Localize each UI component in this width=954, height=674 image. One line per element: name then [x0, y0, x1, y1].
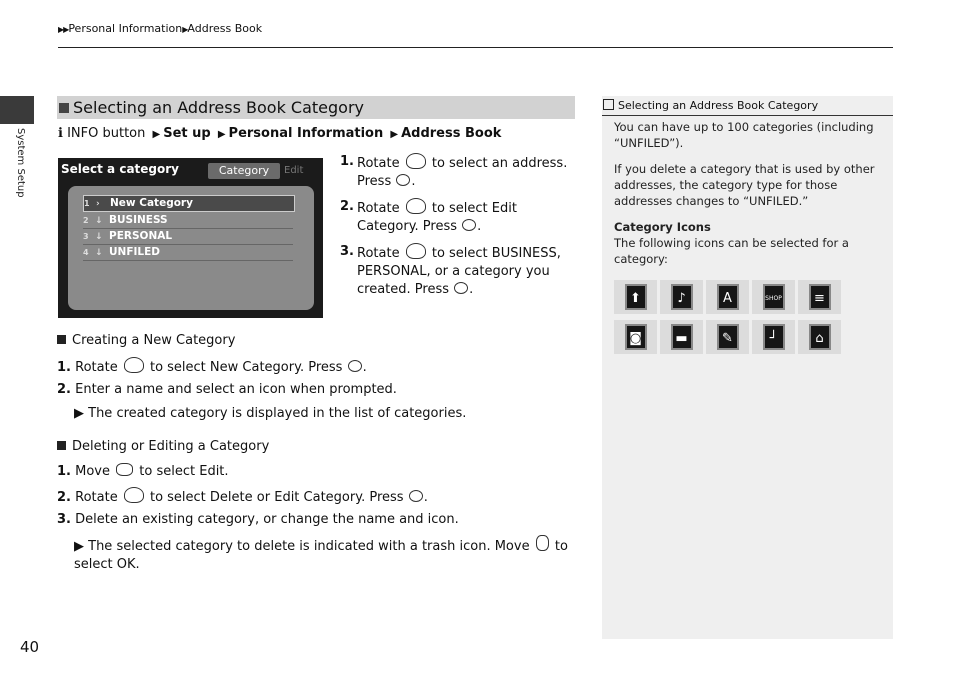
list-item-new-category[interactable]: 1 › New Category — [83, 195, 295, 212]
breadcrumb-address-book[interactable]: Address Book — [187, 22, 263, 35]
header-rule — [58, 47, 893, 48]
note-icons-text: The following icons can be selected for a category: — [614, 236, 849, 266]
square-bullet-icon — [57, 335, 66, 344]
square-bullet-icon — [59, 103, 69, 113]
move-right-icon — [116, 463, 133, 476]
arrow-icon: › — [96, 199, 100, 209]
creating-step-1: 1. Rotate to select New Category. Press . — [57, 357, 367, 377]
editing-step-3: 3. Delete an existing category, or change the name and icon. — [57, 512, 459, 527]
info-button-icon: ℹ — [58, 126, 63, 141]
note-icon — [603, 99, 614, 110]
subheading-creating: Creating a New Category — [57, 333, 235, 348]
rotate-knob-icon — [124, 357, 144, 373]
step-1: 1. Rotate to select an address. Press . — [340, 154, 568, 189]
car-icon: ▬ — [660, 320, 703, 354]
editing-step-1: 1. Move to select Edit. — [57, 464, 229, 479]
note-paragraph-1: You can have up to 100 categories (including “UNFILED”). — [614, 120, 874, 150]
pin-icon: ⬆ — [614, 280, 657, 314]
boot-icon: ┘ — [752, 320, 795, 354]
list-item-unfiled[interactable]: 4 ↓ UNFILED — [83, 245, 293, 261]
note-icons-title: Category Icons — [614, 220, 711, 234]
house-icon: ⌂ — [798, 320, 841, 354]
creating-step-2: 2. Enter a name and select an icon when prompted. — [57, 382, 397, 397]
rotate-knob-icon — [124, 487, 144, 503]
square-bullet-icon — [57, 441, 66, 450]
list-item-personal[interactable]: 3 ↓ PERSONAL — [83, 229, 293, 245]
shop-icon: SHOP — [752, 280, 795, 314]
rotate-knob-icon — [406, 198, 426, 214]
editing-result: ▶ The selected category to delete is indicated with a trash icon. Move to select OK. — [74, 535, 579, 574]
note-paragraph-2: If you delete a category that is used by other addresses, the category type for those addresses changes to “UNFILED.” — [614, 162, 875, 208]
pin-icon: ↓ — [95, 248, 103, 258]
wrench-icon: ✎ — [706, 320, 749, 354]
menu-path: ℹ INFO button ▶ Set up ▶ Personal Information ▶ Address Book — [58, 126, 502, 141]
section-heading: Selecting an Address Book Category — [57, 96, 575, 119]
tab-edit[interactable]: Edit — [284, 165, 304, 176]
press-knob-icon — [409, 490, 423, 502]
rotate-knob-icon — [406, 243, 426, 259]
category-screen-image — [58, 158, 323, 318]
letter-a-icon: A — [706, 280, 749, 314]
press-knob-icon — [348, 360, 362, 372]
chapter-label: System Setup — [15, 128, 26, 198]
tab-category[interactable]: Category — [208, 163, 280, 179]
creating-result: ▶ The created category is displayed in the list of categories. — [74, 406, 467, 421]
press-knob-icon — [396, 174, 410, 186]
subheading-editing: Deleting or Editing a Category — [57, 439, 269, 454]
list-icon: ≡ — [798, 280, 841, 314]
note-header: Selecting an Address Book Category — [602, 96, 893, 116]
pin-icon: ↓ — [95, 232, 103, 242]
side-note — [602, 96, 893, 639]
breadcrumb-personal-information[interactable]: Personal Information — [68, 22, 183, 35]
main-steps — [340, 153, 580, 306]
step-3: 3. Rotate to select BUSINESS, PERSONAL, or a category you created. Press . — [340, 244, 561, 297]
step-2: 2. Rotate to select Edit Category. Press . — [340, 199, 517, 234]
music-note-icon: ♪ — [660, 280, 703, 314]
pin-icon: ↓ — [95, 216, 103, 226]
camera-icon: ◙ — [614, 320, 657, 354]
editing-step-2: 2. Rotate to select Delete or Edit Category. Press . — [57, 487, 428, 507]
press-knob-icon — [454, 282, 468, 294]
list-item-business[interactable]: 2 ↓ BUSINESS — [83, 213, 293, 229]
page-number: 40 — [20, 638, 40, 656]
category-icon-grid — [614, 280, 842, 356]
breadcrumb: ▶▶Personal Information▶Address Book — [58, 22, 263, 35]
move-down-icon — [536, 535, 549, 551]
screen-title: Select a category — [61, 162, 179, 176]
chapter-tab — [0, 96, 34, 124]
rotate-knob-icon — [406, 153, 426, 169]
press-knob-icon — [462, 219, 476, 231]
